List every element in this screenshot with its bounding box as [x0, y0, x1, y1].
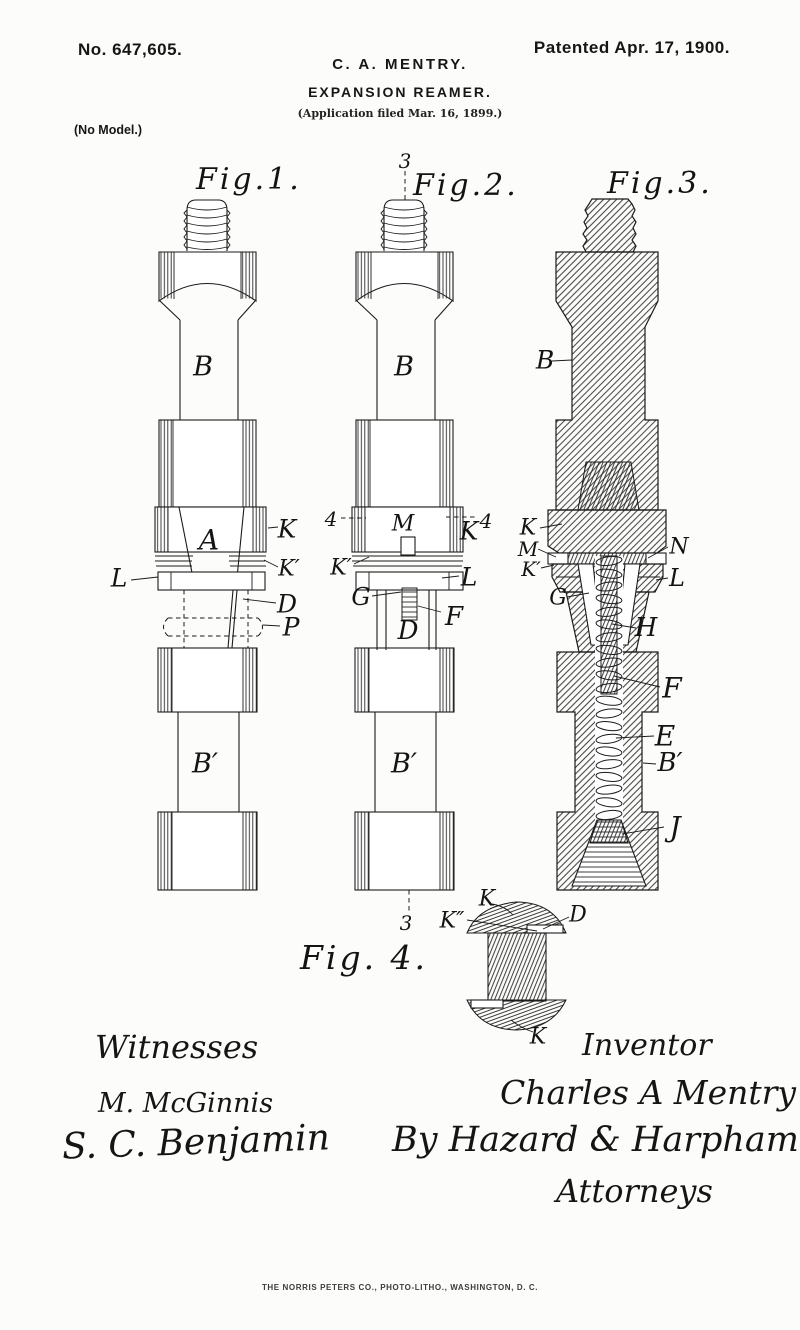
no-model-note: (No Model.) — [74, 123, 143, 137]
fig3-label-K-prime: K′ — [521, 557, 541, 581]
fig3-drawing — [535, 199, 668, 890]
fig2-drawing — [341, 171, 476, 912]
fig3-label-N: N — [669, 534, 689, 560]
fig2-label-B: B — [394, 351, 414, 383]
fig2-label-K-prime: K′ — [330, 555, 352, 581]
fig4-label-K-bottom: K — [529, 1024, 547, 1050]
fig4-label-K-top: K — [478, 886, 496, 912]
fig2-label-K: K — [459, 516, 479, 546]
fig2-label-L: L — [460, 562, 478, 592]
fig1-label-K: K — [277, 514, 297, 544]
fig4-label-D: D — [569, 902, 587, 928]
fig2-label-3-bottom: 3 — [399, 911, 413, 935]
inventor-name-line: C. A. MENTRY. — [332, 56, 468, 73]
inventor-signature: Charles A Mentry — [500, 1073, 797, 1112]
fig3-label-K: K — [519, 515, 537, 541]
fig1-label-L: L — [110, 563, 128, 593]
witness-signature-1: M. McGinnis — [98, 1088, 274, 1119]
fig1-label-D: D — [276, 589, 298, 619]
attorney-signature: By Hazard & Harpham — [392, 1120, 799, 1160]
inventor-heading: Inventor — [582, 1028, 712, 1063]
fig1-label-B-prime: B′ — [192, 748, 218, 780]
fig4-caption: Fig. 4. — [300, 938, 429, 977]
fig3-label-H: H — [634, 613, 658, 643]
fig2-label-B-prime: B′ — [391, 748, 417, 780]
fig3-label-F: F — [662, 671, 682, 705]
fig2-label-4-right: 4 — [479, 509, 493, 533]
fig3-label-J: J — [669, 810, 681, 844]
fig2-label-4-left: 4 — [324, 507, 338, 531]
fig2-label-G: G — [351, 583, 371, 611]
attorney-title: Attorneys — [556, 1172, 713, 1210]
fig2-label-3-top: 3 — [398, 149, 412, 173]
fig2-caption: Fig.2. — [413, 168, 519, 203]
fig2-label-F: F — [444, 602, 464, 632]
fig1-label-P: P — [282, 612, 300, 642]
fig4-drawing — [467, 902, 569, 1032]
printer-imprint: THE NORRIS PETERS CO., PHOTO-LITHO., WASHINGTON, D. C. — [261, 1283, 539, 1292]
fig3-label-L: L — [669, 564, 685, 592]
fig4-label-K-double-prime: K″ — [439, 908, 465, 934]
fig3-label-E: E — [654, 719, 676, 753]
patent-number: No. 647,605. — [78, 40, 183, 59]
fig3-label-B-prime: B′ — [657, 748, 683, 778]
fig3-label-G: G — [549, 585, 567, 611]
fig3-label-B: B — [535, 345, 555, 375]
fig1-caption: Fig.1. — [196, 162, 302, 197]
fig3-caption: Fig.3. — [607, 166, 713, 201]
patent-date: Patented Apr. 17, 1900. — [533, 38, 730, 57]
invention-title: EXPANSION REAMER. — [308, 84, 492, 100]
application-filed-line: (Application filed Mar. 16, 1899.) — [297, 107, 503, 120]
fig1-label-B: B — [193, 351, 213, 383]
fig2-label-M: M — [391, 511, 415, 537]
witness-signature-2: S. C. Benjamin — [61, 1117, 331, 1168]
witnesses-heading: Witnesses — [95, 1028, 259, 1066]
fig1-label-A: A — [198, 523, 220, 557]
fig2-label-D: D — [397, 616, 419, 646]
fig1-label-K-prime: K′ — [278, 556, 300, 582]
fig3-label-M: M — [517, 537, 539, 561]
